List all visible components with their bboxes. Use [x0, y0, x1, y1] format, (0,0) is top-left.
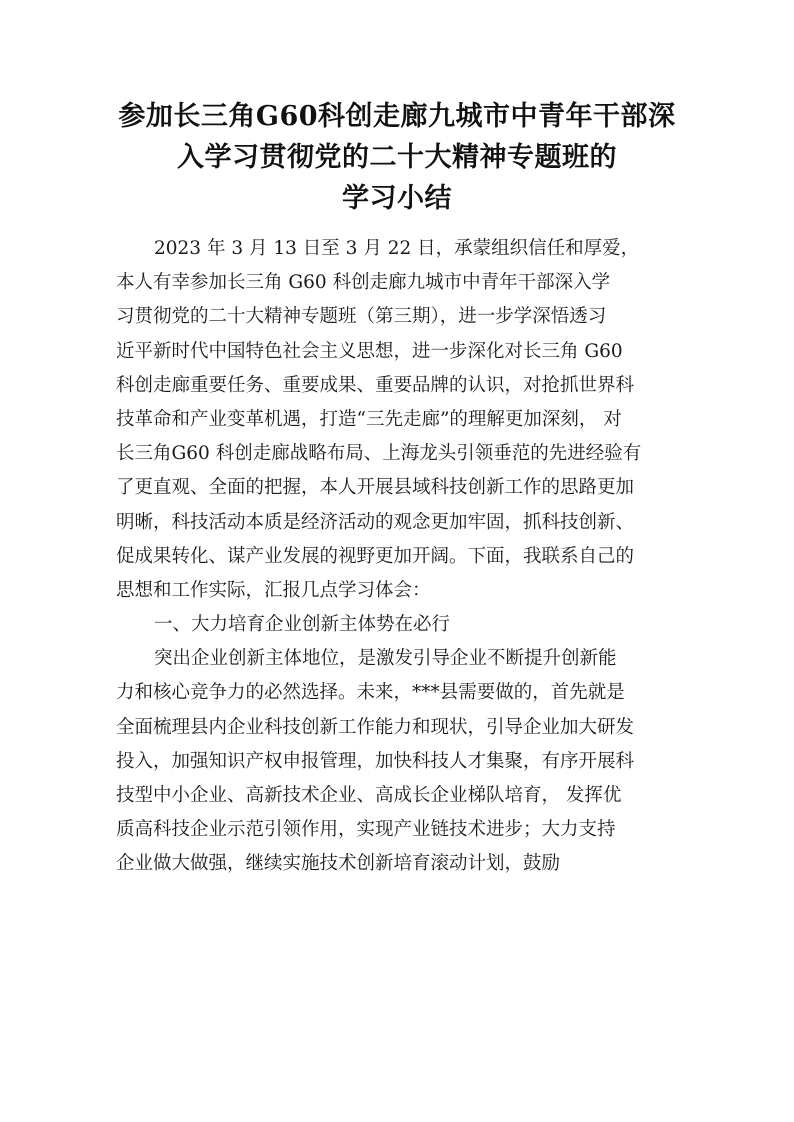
section-heading: 一、大力培育企业创新主体势在必行 [154, 614, 451, 636]
body-line: 技革命和产业变革机遇，打造“三先走廊”的理解更加深刻， 对 [116, 408, 622, 430]
title-line-1: 参加长三角G60科创走廊九城市中青年干部深 [118, 101, 676, 132]
body-line: 技型中小企业、高新技术企业、高成长企业梯队培育， 发挥优 [116, 785, 622, 806]
body-line: 科创走廊重要任务、重要成果、重要品牌的认识，对抢抓世界科 [116, 374, 635, 396]
body-line: 企业做大做强，继续实施技术创新培育滚动计划，鼓励 [116, 853, 561, 875]
document-body [116, 232, 682, 882]
body-line: 力和核心竞争力的必然选择。未来，***县需要做的，首先就是 [116, 682, 625, 704]
title-line-3: 学习小结 [342, 183, 452, 214]
body-line: 思想和工作实际，汇报几点学习体会： [116, 579, 431, 601]
body-line: 突出企业创新主体地位，是激发引导企业不断提升创新能 [154, 648, 617, 670]
body-line: 促成果转化、谋产业发展的视野更加开阔。下面，我联系自己的 [116, 545, 635, 567]
body-line: 质高科技企业示范引领作用，实现产业链技术进步；大力支持 [116, 819, 616, 841]
body-line: 全面梳理县内企业科技创新工作能力和现状，引导企业加大研发 [116, 716, 635, 738]
body-line: 了更直观、全面的把握，本人开展县域科技创新工作的思路更加 [116, 477, 635, 499]
body-line: 投入，加强知识产权申报管理，加快科技人才集聚，有序开展科 [116, 750, 635, 772]
body-line: 本人有幸参加长三角 G60 科创走廊九城市中青年干部深入学 [116, 272, 611, 294]
body-line: 长三角G60 科创走廊战略布局、上海龙头引领垂范的先进经验有 [116, 443, 642, 465]
body-line: 习贯彻党的二十大精神专题班（第三期），进一步学深悟透习 [116, 306, 607, 328]
title-line-2: 入学习贯彻党的二十大精神专题班的 [177, 142, 617, 173]
body-line: 2023 年 3 月 13 日至 3 月 22 日，承蒙组织信任和厚爱， [154, 238, 640, 259]
body-line: 明晰，科技活动本质是经济活动的观念更加牢固，抓科技创新、 [116, 511, 635, 533]
document-title [100, 96, 694, 219]
body-line: 近平新时代中国特色社会主义思想，进一步深化对长三角 G60 [116, 340, 623, 362]
